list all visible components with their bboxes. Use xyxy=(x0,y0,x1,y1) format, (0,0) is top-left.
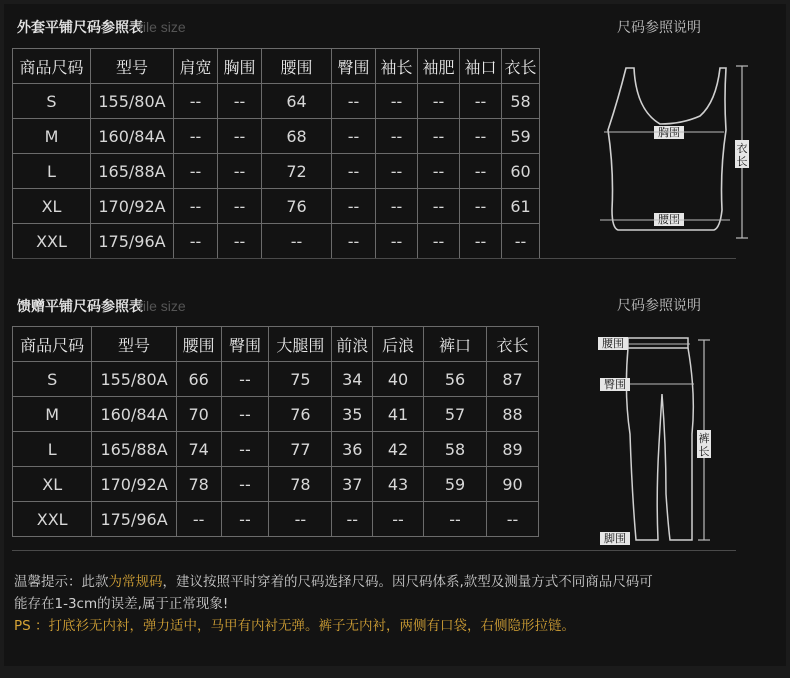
table-cell: 66 xyxy=(176,362,221,397)
table-cell: -- xyxy=(460,119,502,154)
table-cell: -- xyxy=(460,84,502,119)
table-cell: -- xyxy=(332,154,376,189)
notes-highlight: 为常规码 xyxy=(108,574,163,590)
column-header: 腰围 xyxy=(262,49,332,84)
table-header-row xyxy=(13,327,539,362)
table-cell: 175/96A xyxy=(91,224,174,259)
section-divider-2 xyxy=(12,550,736,551)
notes-ps: PS ：打底衫无内衬，弹力适中，马甲有内衬无弹。裤子无内衬，两侧有口袋，右侧隐形拉链。 xyxy=(14,618,576,634)
table-cell: -- xyxy=(376,189,418,224)
table-cell: 77 xyxy=(269,432,332,467)
table-cell: -- xyxy=(221,502,269,537)
table-cell: 170/92A xyxy=(91,189,174,224)
table-cell: XL xyxy=(13,189,91,224)
table-cell: 68 xyxy=(262,119,332,154)
column-header: 型号 xyxy=(91,49,174,84)
table-cell: -- xyxy=(176,502,221,537)
table-row xyxy=(13,119,540,154)
column-header: 袖肥 xyxy=(418,49,460,84)
column-header: 臀围 xyxy=(221,327,269,362)
column-header: 大腿围 xyxy=(269,327,332,362)
table-cell: XL xyxy=(13,467,92,502)
column-header: 型号 xyxy=(92,327,176,362)
vest-outline xyxy=(608,68,726,230)
table-cell: 34 xyxy=(332,362,373,397)
table-cell: 90 xyxy=(487,467,539,502)
table-row xyxy=(13,467,539,502)
waist-tag: 腰围 xyxy=(602,337,624,350)
table-cell: -- xyxy=(376,154,418,189)
table-cell: -- xyxy=(418,154,460,189)
table-cell: 89 xyxy=(487,432,539,467)
table-cell: -- xyxy=(460,189,502,224)
column-header: 腰围 xyxy=(176,327,221,362)
column-header: 商品尺码 xyxy=(13,327,92,362)
section-divider-1 xyxy=(12,258,736,259)
table-row xyxy=(13,154,540,189)
table-cell: -- xyxy=(332,119,376,154)
table-cell: 70 xyxy=(176,397,221,432)
table-cell: 43 xyxy=(373,467,424,502)
table-cell: -- xyxy=(418,84,460,119)
table-cell: -- xyxy=(218,154,262,189)
table-header-row xyxy=(13,49,540,84)
table-cell: 40 xyxy=(373,362,424,397)
table-cell: S xyxy=(13,84,91,119)
column-header: 胸围 xyxy=(218,49,262,84)
waist-tag: 腰围 xyxy=(658,213,680,226)
table-cell: 165/88A xyxy=(91,154,174,189)
table-cell: 36 xyxy=(332,432,373,467)
notes-line-1: 温馨提示：此款为常规码，建议按照平时穿着的尺码选择尺码。因尺码体系,款型及测量方式不同商品尺码可 xyxy=(14,574,653,590)
table-cell: 78 xyxy=(176,467,221,502)
table-cell: -- xyxy=(218,84,262,119)
table-row xyxy=(13,502,539,537)
coat-diagram-title: 尺码参照说明 xyxy=(617,20,701,36)
gift-size-table xyxy=(12,326,539,537)
table-cell: 42 xyxy=(373,432,424,467)
length-tag-2: 长 xyxy=(736,155,748,168)
coat-ghost-text: file size xyxy=(139,19,186,35)
table-cell: -- xyxy=(221,397,269,432)
table-cell: 155/80A xyxy=(92,362,176,397)
table-cell: 59 xyxy=(423,467,486,502)
table-cell: -- xyxy=(332,189,376,224)
table-cell: 87 xyxy=(487,362,539,397)
table-cell: 76 xyxy=(269,397,332,432)
table-cell: 88 xyxy=(487,397,539,432)
table-cell: 74 xyxy=(176,432,221,467)
table-cell: -- xyxy=(502,224,540,259)
table-cell: -- xyxy=(218,189,262,224)
table-cell: 37 xyxy=(332,467,373,502)
column-header: 衣长 xyxy=(502,49,540,84)
table-cell: -- xyxy=(373,502,424,537)
notes-line-2: 能存在1-3cm的误差,属于正常现象! xyxy=(14,596,229,612)
pants-diagram xyxy=(596,334,726,549)
table-cell: 175/96A xyxy=(92,502,176,537)
pants-length-tag-2: 长 xyxy=(698,445,710,458)
table-row xyxy=(13,397,539,432)
hip-tag: 臀围 xyxy=(604,378,626,391)
table-cell: -- xyxy=(218,119,262,154)
table-cell: -- xyxy=(269,502,332,537)
table-cell: -- xyxy=(423,502,486,537)
table-cell: XXL xyxy=(13,502,92,537)
vest-diagram xyxy=(596,60,766,245)
table-cell: -- xyxy=(221,467,269,502)
coat-size-table xyxy=(12,48,540,259)
table-cell: -- xyxy=(174,154,218,189)
table-cell: XXL xyxy=(13,224,91,259)
table-cell: 170/92A xyxy=(92,467,176,502)
table-cell: 160/84A xyxy=(91,119,174,154)
table-cell: 64 xyxy=(262,84,332,119)
table-cell: -- xyxy=(221,432,269,467)
table-cell: -- xyxy=(332,224,376,259)
coat-section-title: 外套平铺尺码参照表file size xyxy=(17,19,186,36)
table-cell: -- xyxy=(221,362,269,397)
table-cell: -- xyxy=(332,84,376,119)
column-header: 后浪 xyxy=(373,327,424,362)
table-cell: 61 xyxy=(502,189,540,224)
table-cell: L xyxy=(13,154,91,189)
table-cell: -- xyxy=(332,502,373,537)
table-cell: 165/88A xyxy=(92,432,176,467)
gift-section-title: 馈赠平铺尺码参照表file size xyxy=(17,298,186,315)
table-cell: -- xyxy=(418,119,460,154)
table-cell: -- xyxy=(174,84,218,119)
table-cell: 59 xyxy=(502,119,540,154)
table-cell: -- xyxy=(376,119,418,154)
table-cell: -- xyxy=(376,224,418,259)
gift-ghost-text: file size xyxy=(139,298,186,314)
table-cell: 57 xyxy=(423,397,486,432)
table-cell: -- xyxy=(460,224,502,259)
table-cell: 76 xyxy=(262,189,332,224)
table-cell: S xyxy=(13,362,92,397)
column-header: 商品尺码 xyxy=(13,49,91,84)
column-header: 袖口 xyxy=(460,49,502,84)
chest-tag: 胸围 xyxy=(658,126,680,139)
hem-tag: 脚围 xyxy=(604,532,626,545)
table-cell: -- xyxy=(262,224,332,259)
table-cell: -- xyxy=(376,84,418,119)
table-cell: 78 xyxy=(269,467,332,502)
column-header: 前浪 xyxy=(332,327,373,362)
table-cell: 60 xyxy=(502,154,540,189)
length-tag-1: 衣 xyxy=(736,142,748,155)
table-cell: 58 xyxy=(423,432,486,467)
table-cell: -- xyxy=(174,189,218,224)
pants-outline xyxy=(626,338,693,540)
column-header: 肩宽 xyxy=(174,49,218,84)
table-row xyxy=(13,362,539,397)
table-cell: M xyxy=(13,397,92,432)
column-header: 臀围 xyxy=(332,49,376,84)
gift-diagram-title: 尺码参照说明 xyxy=(617,298,701,314)
notes-block xyxy=(14,571,744,637)
column-header: 衣长 xyxy=(487,327,539,362)
pants-length-tag-1: 裤 xyxy=(698,432,710,445)
table-cell: 155/80A xyxy=(91,84,174,119)
table-cell: -- xyxy=(487,502,539,537)
table-cell: 72 xyxy=(262,154,332,189)
table-cell: 56 xyxy=(423,362,486,397)
table-cell: -- xyxy=(174,224,218,259)
table-row xyxy=(13,432,539,467)
table-cell: M xyxy=(13,119,91,154)
column-header: 袖长 xyxy=(376,49,418,84)
table-cell: L xyxy=(13,432,92,467)
table-cell: -- xyxy=(174,119,218,154)
column-header: 裤口 xyxy=(423,327,486,362)
table-cell: 75 xyxy=(269,362,332,397)
table-cell: 58 xyxy=(502,84,540,119)
table-row xyxy=(13,84,540,119)
table-row xyxy=(13,189,540,224)
table-cell: 160/84A xyxy=(92,397,176,432)
table-row xyxy=(13,224,540,259)
table-cell: -- xyxy=(418,224,460,259)
table-cell: 41 xyxy=(373,397,424,432)
table-cell: 35 xyxy=(332,397,373,432)
table-cell: -- xyxy=(418,189,460,224)
table-cell: -- xyxy=(460,154,502,189)
table-cell: -- xyxy=(218,224,262,259)
